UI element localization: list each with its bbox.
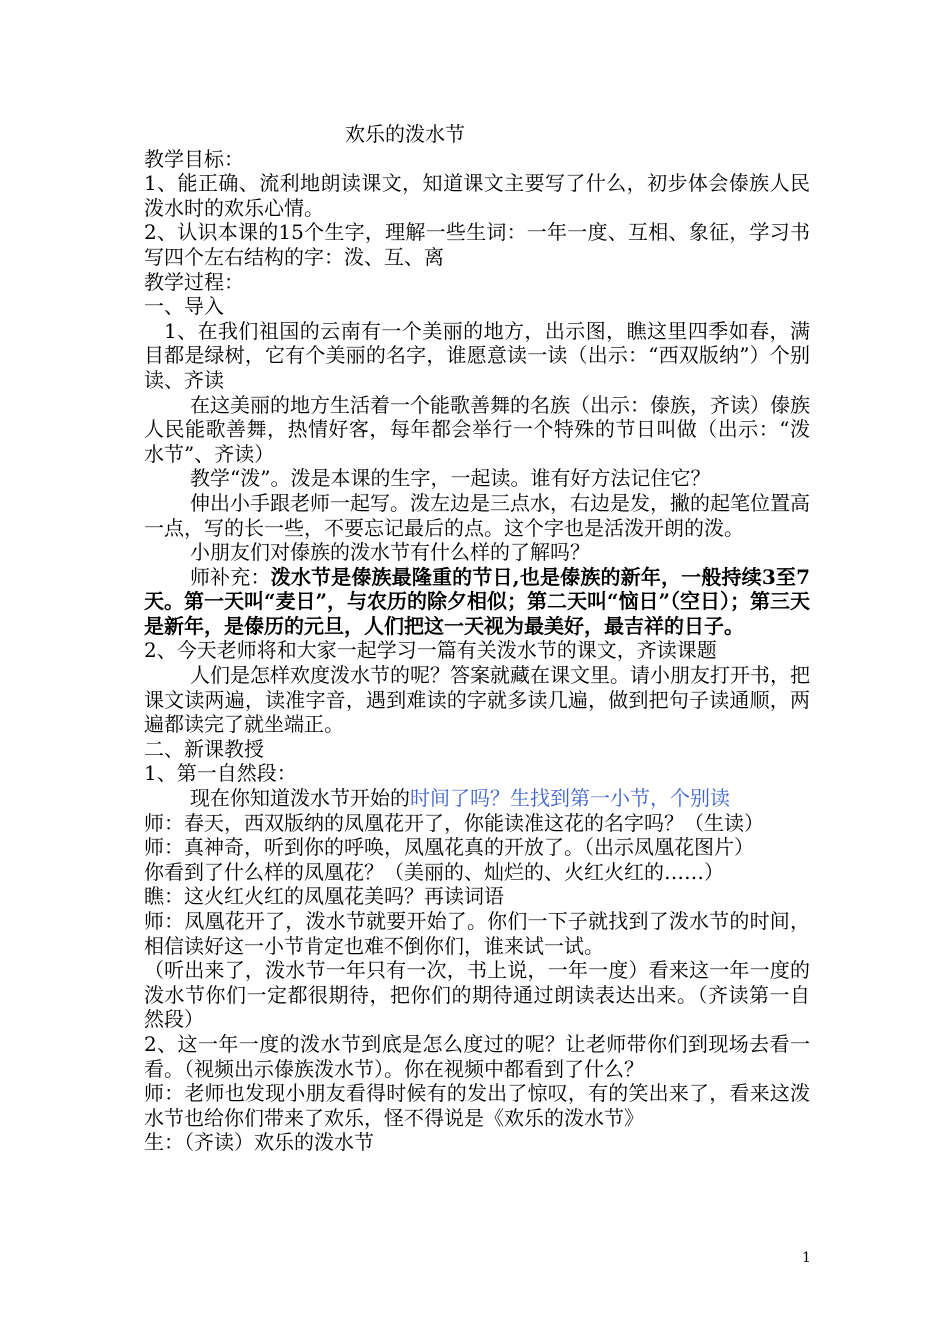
document-body — [144, 122, 810, 1155]
dialogue-line-g: 2、这一年一度的泼水节到底是怎么度过的呢？让老师带你们到现场去看一看。（视频出示傣族泼水节）。你在视频中都看到了什么？ — [144, 1031, 810, 1081]
document-title: 欢乐的泼水节 — [345, 122, 465, 146]
paragraph-1-heading: 1、第一自然段： — [144, 761, 297, 786]
page-number: 1 — [802, 1250, 811, 1266]
supplement-label: 师补充： — [190, 564, 271, 589]
paragraph-1-question-highlight: 时间了吗？生找到第一小节，个别读 — [410, 786, 730, 811]
intro-paragraph-5: 小朋友们对傣族的泼水节有什么样的了解吗？ — [190, 540, 590, 565]
dialogue-line-i: 生：（齐读）欢乐的泼水节 — [144, 1130, 374, 1155]
supplement-paragraph — [144, 565, 810, 639]
dialogue-line-d: 瞧：这火红火红的凤凰花美吗？再读词语 — [144, 884, 504, 909]
dialogue-line-c: 你看到了什么样的凤凰花？（美丽的、灿烂的、火红火红的……） — [144, 859, 724, 884]
intro-paragraph-6: 2、今天老师将和大家一起学习一篇有关泼水节的课文，齐读课题 — [144, 638, 717, 663]
section-2-heading: 二、新课教授 — [144, 736, 264, 761]
goal-1: 1、能正确、流利地朗读课文，知道课文主要写了什么，初步体会傣族人民泼水时的欢乐心情。 — [144, 171, 810, 220]
paragraph-1-question — [144, 786, 810, 811]
dialogue-line-b: 师：真神奇，听到你的呼唤，凤凰花真的开放了。（出示凤凰花图片） — [144, 835, 754, 860]
dialogue-line-e: 师：凤凰花开了，泼水节就要开始了。你们一下子就找到了泼水节的时间，相信读好这一小节肯定也难不倒你们，谁来试一试。 — [144, 909, 810, 958]
intro-paragraph-2: 在这美丽的地方生活着一个能歌善舞的名族（出示：傣族，齐读）傣族人民能歌善舞，热情好客，每年都会举行一个特殊的节日叫做（出示：“泼水节”、齐读） — [144, 392, 810, 466]
goal-2: 2、认识本课的15个生字，理解一些生词：一年一度、互相、象征，学习书写四个左右结构的字：泼、互、离 — [144, 220, 810, 269]
dialogue-line-f: （听出来了，泼水节一年只有一次，书上说，一年一度）看来这一年一度的泼水节你们一定都很期待，把你们的期待通过朗读表达出来。（齐读第一自然段） — [144, 958, 810, 1032]
intro-paragraph-1: 1、在我们祖国的云南有一个美丽的地方，出示图，瞧这里四季如春，满目都是绿树，它有个美丽的名字，谁愿意读一读（出示：“西双版纳”）个别读、齐读 — [144, 318, 810, 392]
dialogue-line-h: 师：老师也发现小朋友看得时候有的发出了惊叹，有的笑出来了，看来这泼水节也给你们带来了欢乐，怪不得说是《欢乐的泼水节》 — [144, 1081, 810, 1130]
intro-paragraph-4: 伸出小手跟老师一起写。泼左边是三点水，右边是发，撇的起笔位置高一点，写的长一些，不要忘记最后的点。这个字也是活泼开朗的泼。 — [144, 490, 810, 540]
dialogue-line-a: 师：春天，西双版纳的凤凰花开了，你能读准这花的名字吗？（生读） — [144, 810, 764, 835]
paragraph-1-question-start: 现在你知道泼水节开始的 — [190, 786, 410, 811]
section-1-heading: 一、导入 — [144, 294, 224, 319]
process-heading: 教学过程： — [144, 269, 244, 294]
intro-paragraph-7: 人们是怎样欢度泼水节的呢？答案就藏在课文里。请小朋友打开书，把课文读两遍，读准字音，遇到难读的字就多读几遍，做到把句子读通顺，两遍都读完了就坐端正。 — [144, 663, 810, 737]
intro-paragraph-3: 教学“泼”。泼是本课的生字，一起读。谁有好方法记住它？ — [190, 466, 711, 491]
goals-heading: 教学目标： — [144, 146, 244, 171]
supplement-text: 泼水节是傣族最隆重的节日,也是傣族的新年，一般持续3至7天。第一天叫“麦日”，与农历的除夕相似；第二天叫“恼日”（空日）；第三天是新年，是傣历的元旦，人们把这一天视为最美好，最吉祥的日子。 — [144, 564, 811, 638]
